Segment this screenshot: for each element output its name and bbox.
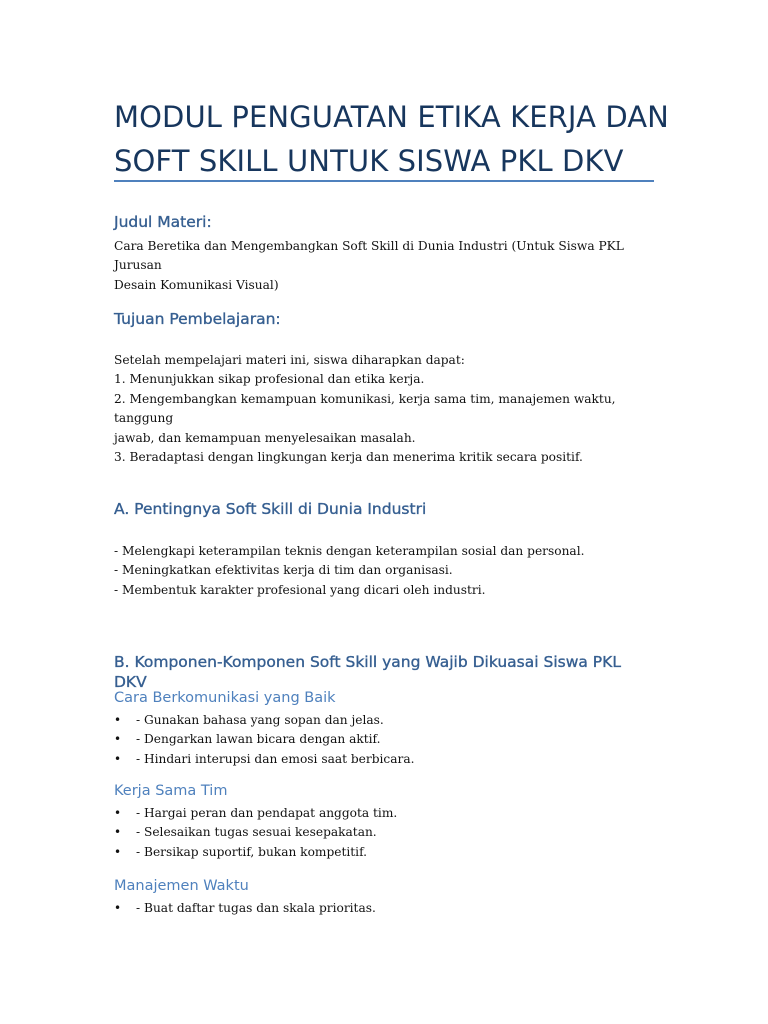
bullet-icon: • <box>114 844 122 859</box>
list-item-text: - Hindari interupsi dan emosi saat berbicara. <box>136 751 415 766</box>
judul-line-1: Cara Beretika dan Mengembangkan Soft Skill di Dunia Industri (Untuk Siswa PKL Jurusan <box>114 239 624 273</box>
section-b-heading: B. Komponen-Komponen Soft Skill yang Wajib Dikuasai Siswa PKL DKV <box>114 653 621 691</box>
title-underline <box>114 180 654 182</box>
bullet-icon: • <box>114 713 122 727</box>
tujuan-line-5: 3. Beradaptasi dengan lingkungan kerja dan menerima kritik secara positif. <box>114 450 583 465</box>
section-a-line-2: - Meningkatkan efektivitas kerja di tim dan organisasi. <box>114 563 453 578</box>
list-item <box>114 750 414 769</box>
tujuan-line-4: jawab, dan kemampuan menyelesaikan masalah. <box>114 430 416 445</box>
bullet-icon: • <box>114 732 122 747</box>
section-a-line-3: - Membentuk karakter profesional yang dicari oleh industri. <box>114 582 486 597</box>
bullet-icon: • <box>114 806 122 820</box>
list-item <box>114 843 397 862</box>
judul-heading: Judul Materi: <box>114 213 212 231</box>
section-a-heading: A. Pentingnya Soft Skill di Dunia Industri <box>114 500 427 518</box>
manajemen-waktu-list <box>114 899 376 918</box>
list-item <box>114 730 414 749</box>
tujuan-heading: Tujuan Pembelajaran: <box>114 310 281 328</box>
document-title <box>114 95 674 183</box>
list-item-text: - Buat daftar tugas dan skala prioritas. <box>136 901 376 915</box>
list-item <box>114 899 376 918</box>
komunikasi-list <box>114 711 414 769</box>
section-a-text <box>114 542 659 600</box>
judul-text <box>114 237 659 295</box>
tujuan-line-1: Setelah mempelajari materi ini, siswa diharapkan dapat: <box>114 353 465 367</box>
tujuan-text <box>114 351 659 467</box>
list-item-text: - Gunakan bahasa yang sopan dan jelas. <box>136 713 384 727</box>
list-item-text: - Bersikap suportif, bukan kompetitif. <box>136 844 368 859</box>
bullet-icon: • <box>114 901 122 915</box>
judul-line-2: Desain Komunikasi Visual) <box>114 277 279 292</box>
list-item-text: - Dengarkan lawan bicara dengan aktif. <box>136 732 381 747</box>
list-item <box>114 823 397 842</box>
list-item <box>114 711 414 730</box>
tujuan-line-2: 1. Menunjukkan sikap profesional dan etika kerja. <box>114 372 425 387</box>
tujuan-line-3: 2. Mengembangkan kemampuan komunikasi, kerja sama tim, manajemen waktu, tanggung <box>114 391 616 426</box>
list-item-text: - Hargai peran dan pendapat anggota tim. <box>136 806 398 820</box>
bullet-icon: • <box>114 825 122 840</box>
title-line-2: SOFT SKILL UNTUK SISWA PKL DKV <box>114 144 624 178</box>
title-line-1: MODUL PENGUATAN ETIKA KERJA DAN <box>114 100 669 134</box>
kerja-sama-list <box>114 804 397 862</box>
bullet-icon: • <box>114 751 122 766</box>
sub-kerja-sama-heading: Kerja Sama Tim <box>114 783 228 799</box>
list-item <box>114 804 397 823</box>
section-a-line-1: - Melengkapi keterampilan teknis dengan keterampilan sosial dan personal. <box>114 544 585 558</box>
sub-komunikasi-heading: Cara Berkomunikasi yang Baik <box>114 690 336 706</box>
list-item-text: - Selesaikan tugas sesuai kesepakatan. <box>136 825 377 840</box>
sub-manajemen-waktu-heading: Manajemen Waktu <box>114 878 249 894</box>
